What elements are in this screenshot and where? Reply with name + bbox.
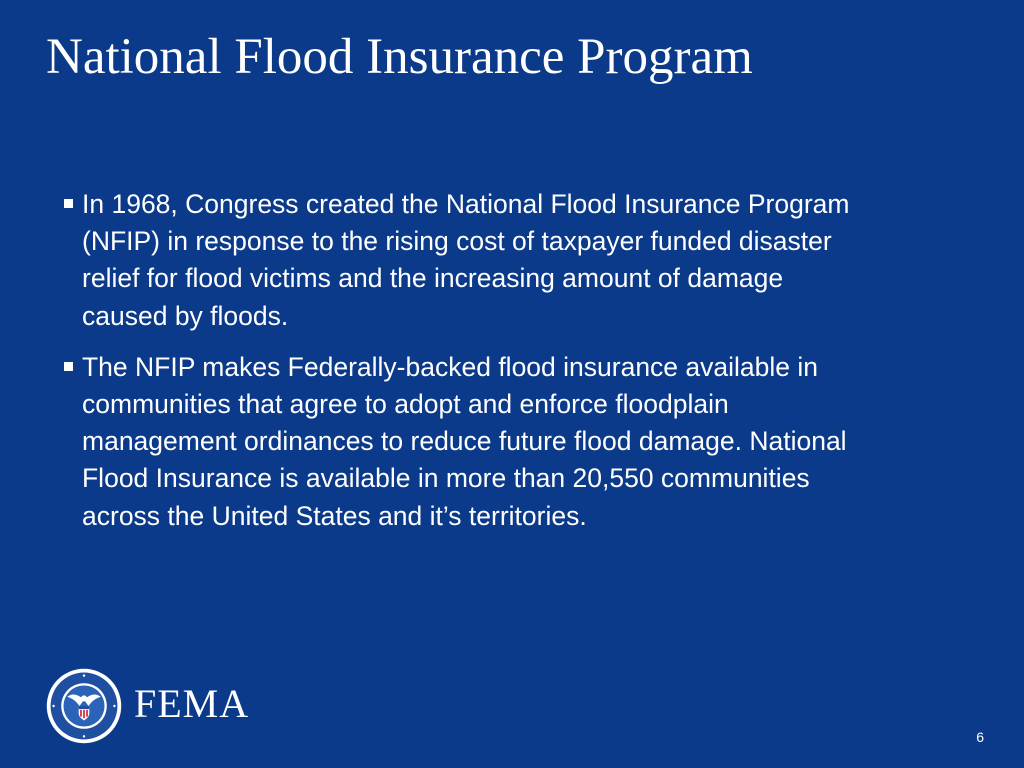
- fema-wordmark: FEMA: [134, 681, 250, 726]
- square-bullet-icon: [64, 362, 73, 371]
- bullet-list: [62, 186, 862, 549]
- bullet-item: [62, 186, 862, 335]
- dhs-seal-icon: [46, 668, 122, 744]
- slide-title: National Flood Insurance Program: [46, 29, 753, 85]
- bullet-text: The NFIP makes Federally-backed flood insurance available in communities that agree to adopt and enforce floodplain management ordinances to reduce future flood damage. National Flood Insurance is available in more than 20,550 communities across the United States and it’s territories.: [82, 351, 847, 531]
- square-bullet-icon: [64, 199, 73, 208]
- bullet-text: In 1968, Congress created the National Flood Insurance Program (NFIP) in response to the rising cost of taxpayer funded disaster relief for flood victims and the increasing amount of damage caused by floods.: [82, 189, 850, 331]
- bullet-item: [62, 349, 862, 535]
- page-number: 6: [976, 729, 984, 745]
